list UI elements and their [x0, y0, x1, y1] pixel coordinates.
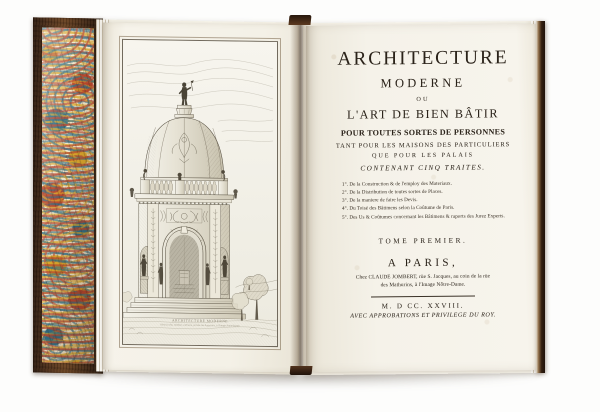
contents-item-number: 4°.: [342, 205, 349, 212]
audience-line: POUR TOUTES SORTES DE PERSONNES: [340, 126, 506, 138]
place-of-publication: A PARIS,: [387, 256, 459, 270]
alternate-title: L'ART DE BIEN BÂTIR: [347, 105, 499, 122]
contents-item-number: 5°.: [342, 214, 349, 221]
contents-list: [324, 179, 522, 222]
spine-head-cap: [288, 15, 311, 25]
plate-mark: [119, 36, 281, 350]
engraving-caption: [139, 318, 261, 328]
book-title: ARCHITECTURE: [337, 47, 509, 70]
contents-item-number: 1°.: [342, 181, 349, 188]
left-board-cover: [33, 17, 103, 373]
contents-item-text: De la Construction & de l'employ des Materiaux.: [349, 180, 452, 188]
contents-item-number: 2°.: [342, 189, 349, 196]
engraving-artwork: [123, 40, 277, 346]
contents-item-text: Du Toisé des Bâtimens selon la Coûtume de Paris.: [349, 204, 455, 212]
privilege-statement: AVEC APPROBATIONS ET PRIVILEGE DU ROY.: [350, 311, 496, 320]
volume-statement: TOME PREMIER.: [378, 236, 468, 246]
right-board-cover: [536, 21, 545, 373]
spine-tail-cap: [290, 366, 313, 375]
typographic-rule: [371, 295, 475, 297]
book-subtitle: MODERNE: [380, 75, 466, 90]
publisher-imprint-line2: des Mathurins, à l'Image Nôtre-Dame.: [380, 281, 466, 289]
contents-item-text: De la Distribution de toutes sortes de Places.: [349, 188, 443, 196]
engraving-caption-imprint: A Paris chez Jombert, Libraire, proche les Augustins, à l'Image Notre-Dame.: [160, 323, 240, 328]
contents-heading: CONTENANT CINQ TRAITES.: [360, 162, 486, 173]
scope-line-que: QUE POUR LES PALAIS: [371, 151, 475, 159]
contents-item-text: De la maniere de faire les Devis.: [349, 197, 418, 204]
scope-line-tant: TANT POUR LES MAISONS DES PARTICULIERS: [335, 140, 511, 150]
contents-item-number: 3°.: [342, 197, 349, 204]
contents-item-text: Des Us & Coûtumes concernant les Bâtimens & raports des Jurez Experts.: [349, 212, 505, 221]
frontispiece-leaf: [103, 23, 299, 373]
marbled-endpaper: [42, 28, 94, 364]
contents-item: [342, 212, 514, 222]
publisher-imprint-line1: Chez CLAUDE JOMBERT, rüe S. Jacques, au coin de la rüe: [355, 273, 491, 281]
publisher-imprint: [324, 273, 522, 291]
title-page-leaf: [306, 24, 538, 372]
publication-date: M. D CC. XXVIII.: [381, 301, 465, 310]
pavilion-engraving: [122, 39, 278, 347]
engraving-caption-title: ARCHITECTURE MODERNE: [171, 318, 229, 324]
title-page-text-block: [324, 38, 522, 320]
book-gutter: [290, 20, 310, 375]
marble-sheen: [42, 28, 94, 364]
conjunction-ou: OU: [416, 95, 430, 103]
